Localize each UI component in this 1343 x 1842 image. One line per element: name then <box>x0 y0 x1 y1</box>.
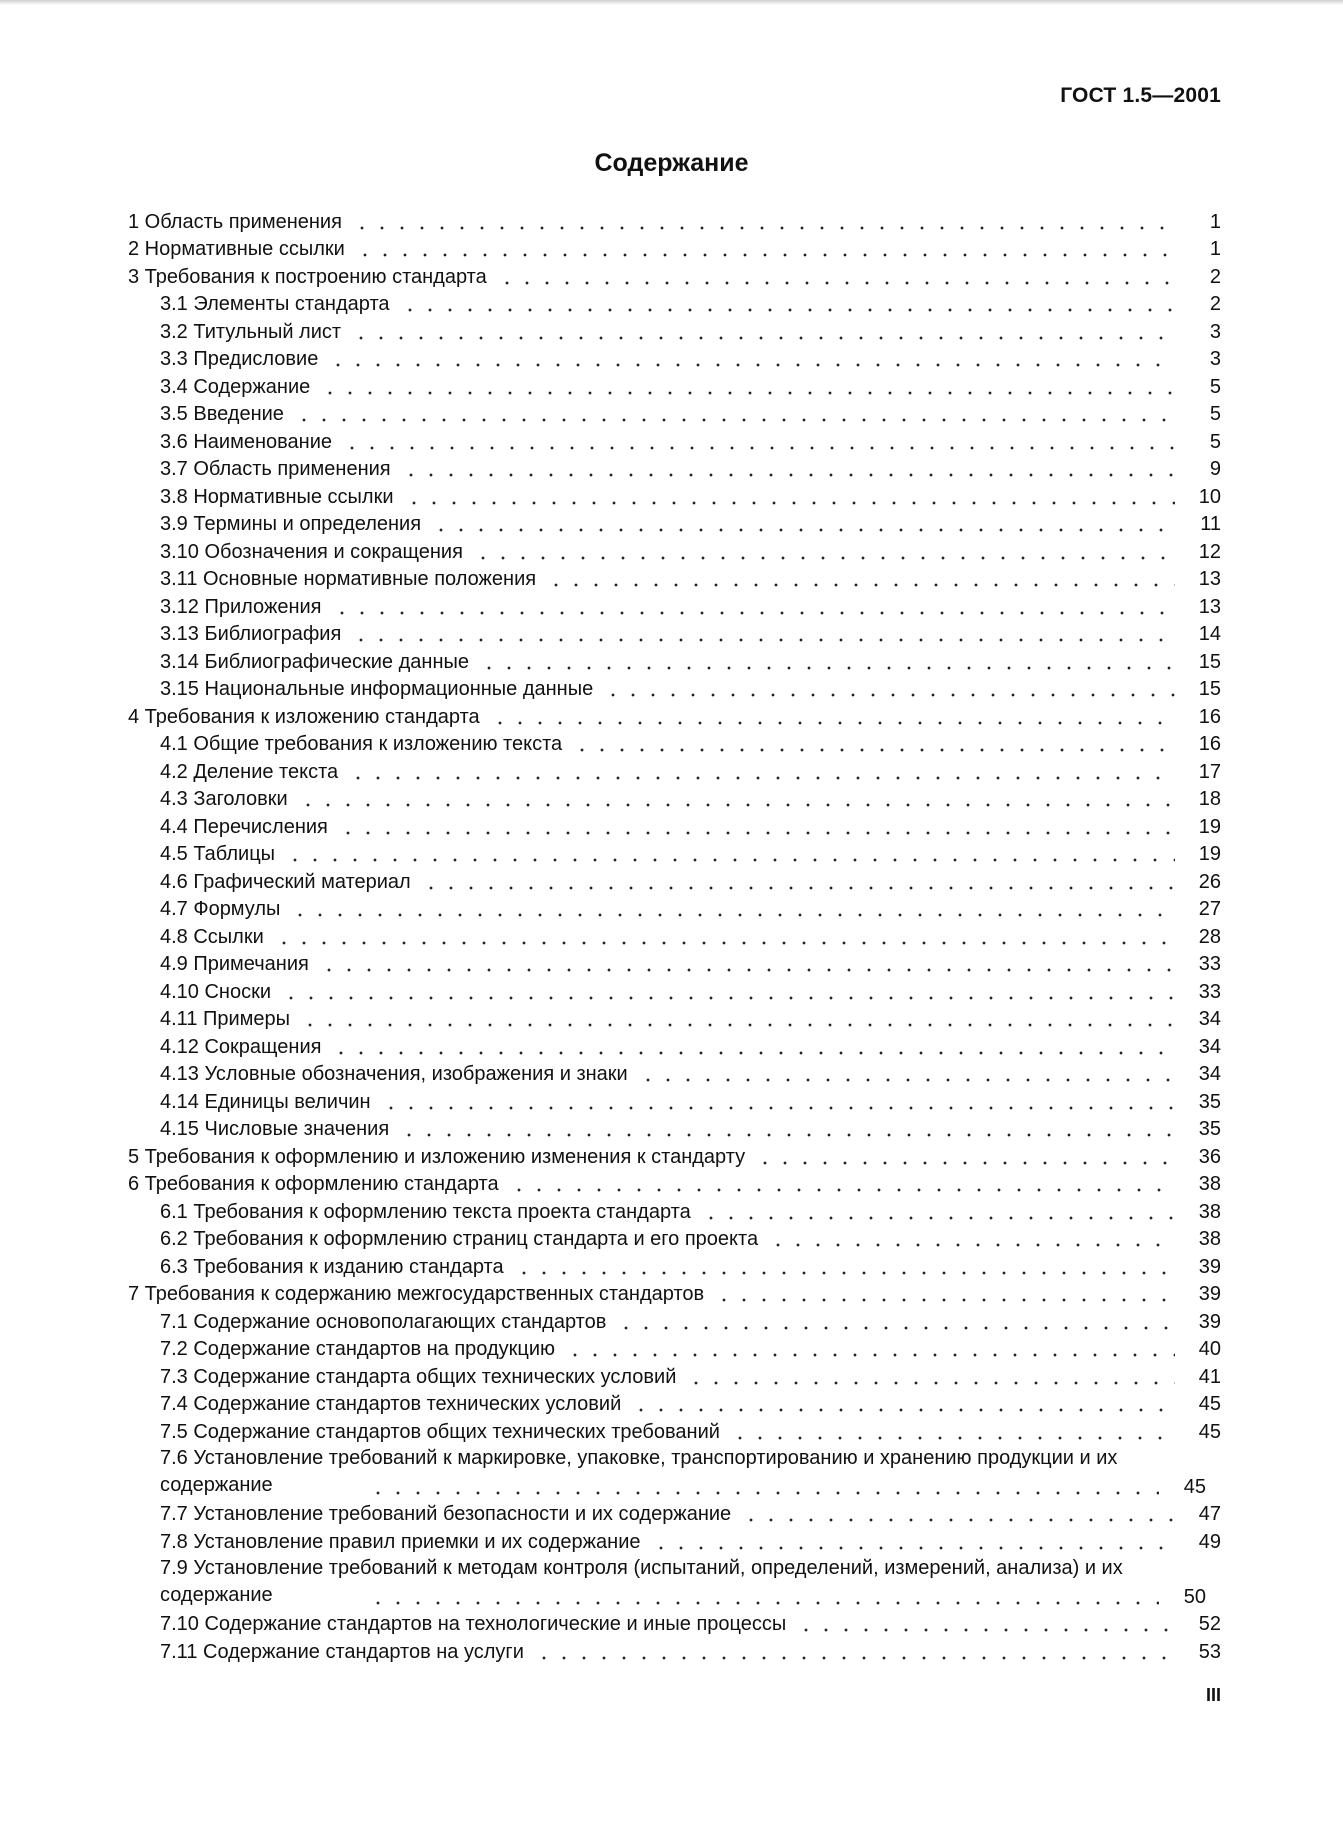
toc-entry-title: 5 Требования к оформлению и изложению изменения к стандарту <box>128 1145 746 1168</box>
toc-entry-page: 13 <box>1198 595 1221 618</box>
dot-leader <box>701 1200 1175 1224</box>
toc-entry[interactable] <box>128 1499 1221 1527</box>
toc-entry-page: 34 <box>1198 1063 1221 1085</box>
dot-leader <box>490 705 1175 729</box>
toc-entry-page: 39 <box>1198 1255 1221 1278</box>
toc-entry[interactable] <box>128 1389 1221 1417</box>
toc-entry-title: 7.5 Содержание стандартов общих технических требований <box>160 1420 720 1443</box>
toc-entry[interactable] <box>128 1224 1221 1252</box>
toc-entry[interactable] <box>128 536 1221 564</box>
dot-leader <box>351 622 1175 646</box>
toc-entry-title: 4.12 Сокращения <box>160 1035 322 1058</box>
dot-leader <box>768 1227 1175 1251</box>
dot-leader <box>631 1392 1175 1416</box>
toc-entry[interactable] <box>128 1361 1221 1389</box>
toc-entry-title: 7 Требования к содержанию межгосударственных стандартов <box>128 1283 705 1305</box>
toc-entry[interactable] <box>128 206 1221 234</box>
toc-title: Содержание <box>594 149 749 177</box>
page-number: III <box>1205 1685 1221 1705</box>
toc-entry-page: 39 <box>1198 1310 1221 1333</box>
dot-leader <box>421 870 1175 894</box>
toc-entry[interactable] <box>128 1169 1221 1197</box>
toc-entry-title: 7.2 Содержание стандартов на продукцию <box>160 1338 556 1360</box>
dot-leader <box>381 1090 1175 1114</box>
toc-entry[interactable] <box>128 1444 1221 1499</box>
toc-entry-page: 16 <box>1198 705 1221 728</box>
toc-entry-page: 53 <box>1198 1640 1221 1663</box>
toc-entry[interactable] <box>128 1636 1221 1664</box>
toc-entry-title: 7.3 Содержание стандарта общих технических условий <box>160 1365 677 1388</box>
dot-leader <box>401 457 1175 481</box>
dot-leader <box>294 402 1175 426</box>
toc-entry-page: 35 <box>1198 1090 1221 1113</box>
toc-entry-title: 3.2 Титульный лист <box>160 320 342 343</box>
dot-leader <box>351 320 1175 344</box>
toc-entry-page: 15 <box>1198 650 1221 673</box>
toc-entry[interactable] <box>128 1306 1221 1334</box>
toc-entry-page: 38 <box>1198 1228 1221 1250</box>
toc-entry[interactable] <box>128 261 1221 289</box>
toc-entry-title: 7.10 Содержание стандартов на технологические и иные процессы <box>160 1613 787 1635</box>
toc-entry-title: 7.9 Установление требований к методам контроля (испытаний, определений, измерений, анализа) и их содержание <box>160 1556 1123 1606</box>
toc-entry[interactable] <box>128 289 1221 317</box>
toc-entry-title: 3.7 Область применения <box>160 458 391 480</box>
dot-leader <box>331 1035 1175 1059</box>
toc-entry-page: 10 <box>1198 485 1221 508</box>
toc-entry[interactable] <box>128 784 1221 812</box>
toc-entry-page: 49 <box>1198 1530 1221 1553</box>
dot-leader <box>603 677 1175 701</box>
dot-leader <box>741 1502 1175 1526</box>
dot-leader <box>479 650 1175 674</box>
toc-entry-page: 19 <box>1198 843 1221 865</box>
toc-entry-page: 2 <box>1209 265 1221 288</box>
toc-entry-page: 9 <box>1209 458 1221 480</box>
toc-entry-title: 7.7 Установление требований безопасности и их содержание <box>160 1503 732 1525</box>
dot-leader <box>404 485 1175 509</box>
toc-entry[interactable] <box>128 756 1221 784</box>
dot-leader <box>755 1145 1175 1169</box>
toc-entry-page: 1 <box>1209 210 1221 233</box>
dot-leader <box>319 952 1175 976</box>
toc-entry[interactable] <box>128 509 1221 537</box>
toc-entry[interactable] <box>128 1251 1221 1279</box>
toc-entry-page: 38 <box>1198 1200 1221 1223</box>
dot-leader <box>368 1585 1159 1609</box>
dot-leader <box>546 567 1175 591</box>
dot-leader <box>686 1365 1175 1389</box>
toc-entry-title: 3.6 Наименование <box>160 430 333 453</box>
toc-entry-title: 7.8 Установление правил приемки и их содержание <box>160 1530 641 1553</box>
toc-entry-title: 4.4 Перечисления <box>160 815 328 838</box>
toc-entry[interactable] <box>128 481 1221 509</box>
toc-entry-page: 34 <box>1198 1035 1221 1058</box>
dot-leader <box>514 1255 1175 1279</box>
toc-entry-title: 6.2 Требования к оформлению страниц стандарта и его проекта <box>160 1228 759 1250</box>
toc-entry[interactable] <box>128 646 1221 674</box>
toc-entry[interactable] <box>128 316 1221 344</box>
toc-entry-page: 11 <box>1200 513 1221 535</box>
dot-leader <box>352 210 1175 234</box>
toc-entry-page: 1 <box>1209 238 1221 260</box>
toc-entry[interactable] <box>128 674 1221 702</box>
toc-entry-page: 45 <box>1183 1475 1206 1498</box>
toc-entry-title: 7.1 Содержание основополагающих стандартов <box>160 1310 607 1333</box>
toc-entry-page: 16 <box>1198 733 1221 755</box>
toc-entry-title: 6.3 Требования к изданию стандарта <box>160 1255 504 1278</box>
toc-entry-page: 36 <box>1198 1145 1221 1168</box>
dot-leader <box>328 347 1175 371</box>
toc-entry-title: 3.12 Приложения <box>160 595 322 618</box>
toc-entry[interactable] <box>128 234 1221 262</box>
toc-entry[interactable] <box>128 949 1221 977</box>
toc-entry-page: 40 <box>1198 1338 1221 1360</box>
toc-entry-title: 3.15 Национальные информационные данные <box>160 678 594 700</box>
dot-leader <box>431 512 1175 536</box>
dot-leader <box>285 842 1175 866</box>
toc-entry[interactable] <box>128 1334 1221 1362</box>
toc-entry-page: 28 <box>1198 925 1221 948</box>
toc-entry-title: 7.6 Установление требований к маркировке, упаковке, транспортированию и хранению продукции и их содержание <box>160 1446 1118 1496</box>
toc-entry-page: 50 <box>1183 1585 1206 1608</box>
dot-leader <box>400 292 1175 316</box>
toc-entry[interactable] <box>128 1196 1221 1224</box>
dot-leader <box>730 1420 1175 1444</box>
dot-leader <box>714 1282 1175 1306</box>
toc-entry-page: 13 <box>1198 568 1221 590</box>
toc-entry[interactable] <box>128 1416 1221 1444</box>
toc-entry[interactable] <box>128 1059 1221 1087</box>
toc-entry[interactable] <box>128 1609 1221 1637</box>
toc-entry[interactable] <box>128 811 1221 839</box>
toc-entry[interactable] <box>128 399 1221 427</box>
toc-entry[interactable] <box>128 701 1221 729</box>
toc-entry-page: 5 <box>1209 430 1221 453</box>
dot-leader <box>638 1062 1175 1086</box>
toc-entry-page: 5 <box>1209 375 1221 398</box>
dot-leader <box>509 1172 1175 1196</box>
toc-entry-title: 1 Область применения <box>128 210 342 233</box>
toc-entry[interactable] <box>128 1086 1221 1114</box>
toc-entry-title: 4.2 Деление текста <box>160 760 339 783</box>
toc-entry-page: 39 <box>1198 1283 1221 1305</box>
toc-entry-page: 14 <box>1198 623 1221 645</box>
dot-leader <box>497 265 1175 289</box>
dot-leader <box>298 787 1175 811</box>
toc-entry-title: 4 Требования к изложению стандарта <box>128 705 480 728</box>
toc-entry-page: 19 <box>1198 815 1221 838</box>
toc-entry[interactable] <box>128 1004 1221 1032</box>
toc-entry-title: 3.11 Основные нормативные положения <box>160 568 537 590</box>
toc-entry[interactable] <box>128 1141 1221 1169</box>
toc-entry-title: 3.13 Библиография <box>160 623 342 645</box>
dot-leader <box>281 980 1175 1004</box>
toc-entry-page: 52 <box>1198 1613 1221 1635</box>
dot-leader <box>274 925 1175 949</box>
dot-leader <box>338 815 1175 839</box>
toc-entry-title: 3 Требования к построению стандарта <box>128 265 487 288</box>
toc-entry-page: 3 <box>1209 320 1221 343</box>
toc-entry-page: 27 <box>1198 898 1221 920</box>
toc-entry[interactable] <box>128 729 1221 757</box>
toc-entry-page: 33 <box>1198 980 1221 1003</box>
toc-entry-title: 3.5 Введение <box>160 403 284 425</box>
toc-entry-page: 45 <box>1198 1420 1221 1443</box>
toc-entry-title: 4.6 Графический материал <box>160 870 411 893</box>
toc-entry[interactable] <box>128 426 1221 454</box>
toc-entry[interactable] <box>128 454 1221 482</box>
toc-entry-title: 4.14 Единицы величин <box>160 1090 371 1113</box>
toc-entry-title: 4.1 Общие требования к изложению текста <box>160 733 563 755</box>
toc-entry-title: 3.8 Нормативные ссылки <box>160 485 394 508</box>
toc-entry-title: 4.3 Заголовки <box>160 788 288 810</box>
toc-entry-title: 3.4 Содержание <box>160 375 311 398</box>
dot-leader <box>300 1007 1175 1031</box>
toc-entry[interactable] <box>128 839 1221 867</box>
toc-entry[interactable] <box>128 1554 1221 1609</box>
toc-entry-title: 4.15 Числовые значения <box>160 1118 390 1140</box>
toc-entry-page: 15 <box>1198 678 1221 700</box>
dot-leader <box>616 1310 1175 1334</box>
dot-leader <box>290 897 1175 921</box>
toc-entry[interactable] <box>128 564 1221 592</box>
toc-entry[interactable] <box>128 1114 1221 1142</box>
toc-entry-title: 7.11 Содержание стандартов на услуги <box>160 1640 524 1663</box>
toc-entry[interactable] <box>128 976 1221 1004</box>
toc-entry-page: 45 <box>1198 1393 1221 1415</box>
dot-leader <box>473 540 1175 564</box>
dot-leader <box>399 1117 1175 1141</box>
toc-entry-page: 17 <box>1198 760 1221 783</box>
dot-leader <box>332 595 1176 619</box>
dot-leader <box>342 430 1175 454</box>
toc-entry-title: 4.8 Ссылки <box>160 925 264 948</box>
toc-entry-page: 38 <box>1198 1173 1221 1195</box>
toc-entry-title: 7.4 Содержание стандартов технических условий <box>160 1393 622 1415</box>
toc-entry-title: 3.9 Термины и определения <box>160 513 422 535</box>
toc-entry-title: 6 Требования к оформлению стандарта <box>128 1173 499 1195</box>
toc-entry-page: 5 <box>1209 403 1221 425</box>
dot-leader <box>355 237 1175 261</box>
toc-entry-title: 3.3 Предисловие <box>160 348 319 370</box>
toc-entry[interactable] <box>128 619 1221 647</box>
toc-entry-title: 3.10 Обозначения и сокращения <box>160 540 463 563</box>
toc-entry-page: 3 <box>1209 348 1221 370</box>
dot-leader <box>348 760 1175 784</box>
toc-entry[interactable] <box>128 866 1221 894</box>
toc-entry-title: 3.1 Элементы стандарта <box>160 293 390 315</box>
dot-leader <box>796 1612 1175 1636</box>
toc-entry-title: 4.10 Сноски <box>160 980 272 1003</box>
toc-entry-page: 41 <box>1198 1365 1221 1388</box>
dot-leader <box>651 1530 1175 1554</box>
dot-leader <box>534 1640 1175 1664</box>
toc-entry-title: 2 Нормативные ссылки <box>128 238 345 260</box>
toc-entry[interactable] <box>128 371 1221 399</box>
toc-entry[interactable] <box>128 921 1221 949</box>
table-of-contents <box>128 206 1221 1664</box>
toc-entry[interactable] <box>128 894 1221 922</box>
toc-entry[interactable] <box>128 591 1221 619</box>
toc-entry-page: 33 <box>1198 953 1221 975</box>
dot-leader <box>565 1337 1175 1361</box>
toc-entry-page: 12 <box>1198 540 1221 563</box>
dot-leader <box>368 1475 1159 1499</box>
toc-entry[interactable] <box>128 344 1221 372</box>
document-code: ГОСТ 1.5—2001 <box>1060 84 1221 107</box>
toc-entry-title: 4.5 Таблицы <box>160 843 276 865</box>
toc-entry[interactable] <box>128 1279 1221 1307</box>
toc-entry-title: 4.13 Условные обозначения, изображения и знаки <box>160 1063 628 1085</box>
toc-entry[interactable] <box>128 1526 1221 1554</box>
toc-entry-page: 34 <box>1198 1008 1221 1030</box>
toc-entry-title: 3.14 Библиографические данные <box>160 650 469 673</box>
toc-entry-page: 35 <box>1198 1118 1221 1140</box>
toc-entry-page: 2 <box>1209 293 1221 315</box>
toc-entry[interactable] <box>128 1031 1221 1059</box>
toc-entry-page: 47 <box>1198 1503 1221 1525</box>
toc-entry-title: 6.1 Требования к оформлению текста проекта стандарта <box>160 1200 691 1223</box>
dot-leader <box>572 732 1175 756</box>
page-top-shadow <box>0 0 1343 5</box>
toc-entry-title: 4.11 Примеры <box>160 1008 291 1030</box>
toc-entry-title: 4.9 Примечания <box>160 953 309 975</box>
toc-entry-title: 4.7 Формулы <box>160 898 281 920</box>
toc-entry-page: 26 <box>1198 870 1221 893</box>
dot-leader <box>320 375 1175 399</box>
toc-entry-page: 18 <box>1198 788 1221 810</box>
